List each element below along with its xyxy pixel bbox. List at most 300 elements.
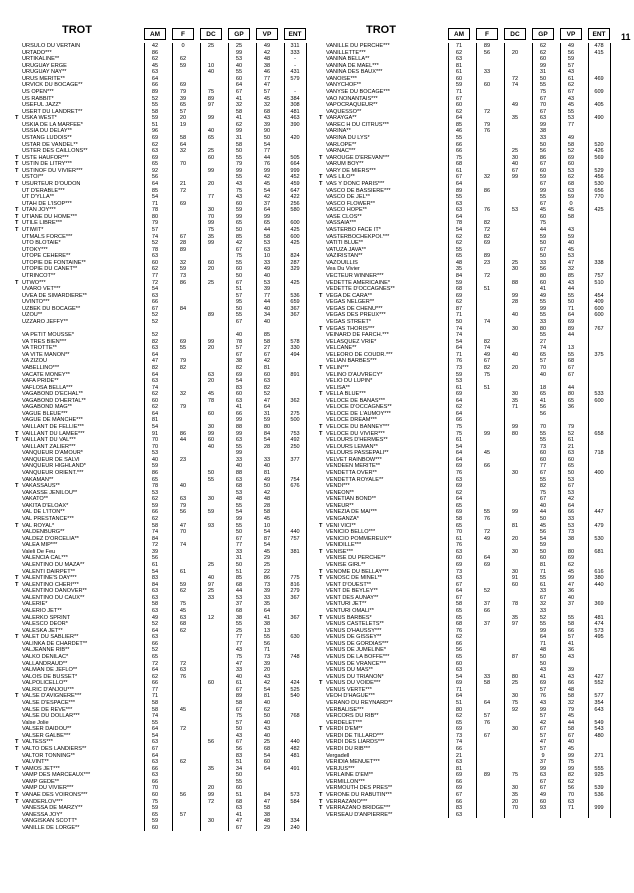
cell-gp: 59 bbox=[539, 542, 547, 549]
horse-name: VEGAS NELGER** bbox=[326, 299, 375, 306]
horse-name: VERANO DU REYNARD** bbox=[326, 700, 393, 706]
cell-vp: 48 bbox=[263, 56, 271, 63]
horse-name: VALMAN DE JEFLO** bbox=[22, 667, 78, 674]
column-separator bbox=[228, 43, 229, 831]
cell-vp: 58 bbox=[263, 509, 271, 516]
cell-vp: 63 bbox=[567, 450, 575, 457]
cell-vp: 45 bbox=[567, 207, 575, 214]
cell-f: 72 bbox=[179, 726, 187, 733]
cell-vp: 58 bbox=[567, 726, 575, 733]
horse-name: VENUS VERTE*** bbox=[326, 686, 372, 693]
cell-ent: 891 bbox=[290, 371, 300, 378]
cell-gp: 67 bbox=[539, 496, 547, 503]
cell-vp: 39 bbox=[263, 588, 271, 595]
cell-f: 70 bbox=[179, 161, 187, 168]
cell-ent: 480 bbox=[594, 732, 604, 739]
cell-am: 66 bbox=[151, 82, 159, 89]
horse-name: VALENTINO CHERI*** bbox=[22, 581, 79, 588]
cell-gp: 99 bbox=[539, 305, 547, 312]
cell-f: 73 bbox=[179, 272, 187, 279]
horse-name: VALERIO JET** bbox=[22, 608, 62, 615]
cell-am: 69 bbox=[455, 562, 463, 569]
cell-am: 35 bbox=[455, 266, 463, 273]
cell-ent: 549 bbox=[594, 719, 604, 726]
cell-f: 55 bbox=[483, 509, 491, 516]
cell-vp: 58 bbox=[567, 213, 575, 220]
horse-name: VAPOCRAQUEUR** bbox=[326, 102, 378, 109]
horse-name: VANDERLOV*** bbox=[22, 798, 63, 805]
cell-dc: 59 bbox=[207, 509, 215, 516]
horse-name: VATITI BLUE** bbox=[326, 240, 364, 247]
horse-name: VALERKO SPRINT bbox=[22, 614, 71, 621]
cell-ent: 415 bbox=[594, 49, 604, 56]
cell-ent: 647 bbox=[290, 187, 300, 194]
cell-gp: 79 bbox=[235, 161, 243, 168]
horse-name: UTO BLOTAIE* bbox=[22, 240, 61, 247]
cell-ent: 367 bbox=[290, 312, 300, 319]
cell-gp: 75 bbox=[235, 253, 243, 260]
cell-gp: 50 bbox=[539, 660, 547, 667]
cell-vp: 71 bbox=[567, 305, 575, 312]
horse-name: VALTOR TONNING** bbox=[22, 752, 75, 759]
cell-ent: 420 bbox=[290, 134, 300, 141]
cell-vp: 10 bbox=[263, 522, 271, 529]
cell-am: 74 bbox=[455, 325, 463, 332]
horse-name: VANYCHOF** bbox=[326, 82, 362, 89]
cell-gp: 43 bbox=[235, 647, 243, 654]
cell-am: 86 bbox=[151, 470, 159, 477]
cell-vp: 54 bbox=[263, 141, 271, 148]
cell-gp: 63 bbox=[539, 115, 547, 122]
cell-gp: 64 bbox=[235, 82, 243, 89]
cell-dc: 75 bbox=[511, 772, 519, 779]
column-separator bbox=[256, 43, 257, 831]
cell-am: 52 bbox=[151, 95, 159, 102]
cell-am: 55 bbox=[455, 194, 463, 201]
cell-ent: 425 bbox=[290, 240, 300, 247]
column-separator bbox=[588, 43, 589, 818]
horse-name: VERCORS DU RIB** bbox=[326, 713, 379, 720]
cell-vp: 21 bbox=[567, 443, 575, 450]
cell-ent: 362 bbox=[290, 397, 300, 404]
cell-am: 68 bbox=[455, 621, 463, 628]
cell-am: 40 bbox=[151, 456, 159, 463]
trot-marker: T bbox=[319, 575, 323, 582]
cell-am: 63 bbox=[151, 253, 159, 260]
cell-gp: 67 bbox=[235, 739, 243, 746]
horse-name: VAGABOND D'ECHAL** bbox=[22, 391, 83, 398]
cell-vp: 84 bbox=[263, 430, 271, 437]
cell-am: 63 bbox=[151, 634, 159, 641]
cell-gp: 60 bbox=[539, 555, 547, 562]
horse-name: VASTERBOCHEKPOI.*** bbox=[326, 233, 390, 240]
cell-dc: 30 bbox=[511, 568, 519, 575]
cell-gp: 48 bbox=[539, 647, 547, 654]
cell-am: 71 bbox=[455, 88, 463, 95]
horse-name: VALSE DE REVE*** bbox=[22, 706, 73, 713]
horse-name: VERRAZANO*** bbox=[326, 798, 368, 805]
cell-am: 46 bbox=[455, 128, 463, 135]
cell-am: 62 bbox=[455, 49, 463, 56]
horse-name: VAMP DU VIVIER*** bbox=[22, 785, 74, 792]
cell-am: 59 bbox=[151, 463, 159, 470]
cell-gp: 63 bbox=[539, 772, 547, 779]
cell-ent: - bbox=[294, 62, 296, 69]
horse-name: VENEZIA DE MAI*** bbox=[326, 509, 377, 516]
cell-vp: 60 bbox=[567, 456, 575, 463]
cell-vp: 45 bbox=[263, 548, 271, 555]
cell-gp: 58 bbox=[235, 141, 243, 148]
trot-marker: T bbox=[319, 798, 323, 805]
horse-name: VALERIE* bbox=[22, 601, 48, 608]
horse-name: URSULO DU VERTAIN bbox=[22, 43, 81, 49]
cell-am: 81 bbox=[151, 417, 159, 424]
cell-vp: 57 bbox=[567, 62, 575, 69]
horse-name: VARNAC*** bbox=[326, 148, 356, 155]
trot-marker: T bbox=[15, 279, 19, 286]
horse-name: VASTERBO FACE IT* bbox=[326, 226, 381, 233]
cell-vp: 59 bbox=[567, 56, 575, 63]
cell-ent: 658 bbox=[594, 430, 604, 437]
cell-gp: 76 bbox=[539, 693, 547, 700]
cell-ent: 573 bbox=[290, 791, 300, 798]
cell-vp: 44 bbox=[567, 332, 575, 339]
cell-dc: 71 bbox=[511, 404, 519, 411]
cell-dc: 12 bbox=[207, 614, 215, 621]
cell-dc: 99 bbox=[207, 167, 215, 174]
cell-am: 87 bbox=[455, 305, 463, 312]
trot-marker: T bbox=[319, 391, 323, 398]
cell-am: 64 bbox=[455, 456, 463, 463]
cell-dc: 80 bbox=[511, 430, 519, 437]
cell-am: 42 bbox=[151, 43, 159, 49]
cell-gp: 99 bbox=[539, 627, 547, 634]
cell-f: 52 bbox=[483, 588, 491, 595]
cell-gp: 55 bbox=[235, 174, 243, 181]
cell-dc: 30 bbox=[511, 266, 519, 273]
cell-dc: 20 bbox=[207, 180, 215, 187]
cell-ent: 681 bbox=[594, 548, 604, 555]
horse-name: VANILLETTE*** bbox=[326, 49, 366, 56]
cell-vp: 54 bbox=[263, 686, 271, 693]
horse-name: VALSE D'AVIGNERE*** bbox=[22, 693, 82, 700]
cell-am: 84 bbox=[151, 581, 159, 588]
cell-ent: 540 bbox=[290, 693, 300, 700]
cell-gp: 56 bbox=[539, 148, 547, 155]
cell-ent: 757 bbox=[290, 535, 300, 542]
horse-name: VANINA DE MAEL*** bbox=[326, 62, 379, 69]
cell-gp: 67 bbox=[539, 594, 547, 601]
cell-am: 65 bbox=[455, 253, 463, 260]
cell-vp: 40 bbox=[567, 240, 575, 247]
cell-vp: 52 bbox=[567, 148, 575, 155]
cell-am: 58 bbox=[455, 516, 463, 523]
horse-name: VENDI*** bbox=[326, 483, 350, 490]
cell-vp: 49 bbox=[263, 43, 271, 49]
cell-gp: 57 bbox=[235, 345, 243, 352]
cell-ent: 390 bbox=[290, 121, 300, 128]
cell-am: 67 bbox=[455, 594, 463, 601]
column-separator bbox=[172, 43, 173, 831]
cell-vp: 43 bbox=[263, 726, 271, 733]
cell-vp: 13 bbox=[263, 627, 271, 634]
cell-vp: 99 bbox=[263, 213, 271, 220]
horse-name: VALJEANNE RIB** bbox=[22, 647, 70, 654]
horse-name: VASCO DE JEL** bbox=[326, 194, 371, 201]
horse-name: USTAR DE VANDEL** bbox=[22, 141, 78, 148]
cell-ent: 422 bbox=[290, 194, 300, 201]
horse-name: VEDETTE D'OCCAGNES** bbox=[326, 286, 395, 293]
cell-am: 62 bbox=[151, 673, 159, 680]
cell-gp: 67 bbox=[539, 95, 547, 102]
cell-vp: 53 bbox=[263, 279, 271, 286]
cell-vp: 40 bbox=[567, 594, 575, 601]
cell-vp: 67 bbox=[567, 732, 575, 739]
cell-gp: 34 bbox=[235, 765, 243, 772]
cell-gp: 82 bbox=[235, 364, 243, 371]
cell-vp: 47 bbox=[263, 798, 271, 805]
cell-vp: 43 bbox=[567, 673, 575, 680]
cell-f: 23 bbox=[483, 259, 491, 266]
cell-gp: 33 bbox=[539, 608, 547, 615]
cell-am: 48 bbox=[455, 259, 463, 266]
cell-vp: 40 bbox=[263, 463, 271, 470]
cell-am: 64 bbox=[151, 351, 159, 358]
cell-am: 66 bbox=[455, 798, 463, 805]
cell-ent: 333 bbox=[290, 49, 300, 56]
cell-vp: 40 bbox=[263, 719, 271, 726]
cell-dc: 89 bbox=[207, 95, 215, 102]
cell-f: 44 bbox=[179, 437, 187, 444]
horse-name: VENT DES AUNAY** bbox=[326, 594, 379, 601]
cell-vp: 63 bbox=[263, 246, 271, 253]
cell-dc: 25 bbox=[207, 562, 215, 569]
cell-ent: 555 bbox=[594, 765, 604, 772]
cell-dc: 35 bbox=[207, 765, 215, 772]
cell-am: 56 bbox=[151, 555, 159, 562]
cell-am: 63 bbox=[151, 759, 159, 766]
cell-f: 75 bbox=[483, 371, 491, 378]
cell-ent: 409 bbox=[594, 299, 604, 306]
cell-vp: 67 bbox=[263, 351, 271, 358]
cell-am: 77 bbox=[151, 686, 159, 693]
cell-am: 74 bbox=[455, 739, 463, 746]
cell-gp: 67 bbox=[539, 180, 547, 187]
cell-vp: 58 bbox=[263, 338, 271, 345]
horse-name: VELLA BLUE*** bbox=[326, 391, 366, 398]
cell-vp: 50 bbox=[567, 299, 575, 306]
cell-gp: 33 bbox=[539, 259, 547, 266]
cell-gp: 99 bbox=[235, 417, 243, 424]
cell-ent: - bbox=[294, 56, 296, 63]
cell-ent: 275 bbox=[290, 410, 300, 417]
horse-name: VENISE*** bbox=[326, 548, 354, 555]
cell-am: 55 bbox=[455, 134, 463, 141]
horse-name: VERLAINE D'EM** bbox=[326, 772, 374, 779]
cell-am: 52 bbox=[151, 621, 159, 628]
cell-dc: 99 bbox=[207, 338, 215, 345]
cell-ent: 664 bbox=[290, 161, 300, 168]
column-separator bbox=[610, 43, 611, 818]
cell-am: 60 bbox=[455, 660, 463, 667]
horse-name: VALOIS DE BUSSET* bbox=[22, 673, 78, 680]
horse-name: VAKITA D'ELOAX* bbox=[22, 502, 69, 509]
horse-name: VENUS D'HAUSSY*** bbox=[326, 627, 382, 634]
cell-vp: 89 bbox=[567, 325, 575, 332]
horse-name: VENI VICI** bbox=[326, 522, 356, 529]
cell-ent: 491 bbox=[290, 765, 300, 772]
cell-am: 59 bbox=[151, 818, 159, 825]
cell-f: 32 bbox=[179, 148, 187, 155]
cell-gp: 75 bbox=[539, 489, 547, 496]
cell-am: 53 bbox=[455, 378, 463, 385]
cell-vp: 43 bbox=[567, 226, 575, 233]
cell-gp: 45 bbox=[539, 522, 547, 529]
cell-am: 65 bbox=[455, 522, 463, 529]
cell-dc: 63 bbox=[207, 371, 215, 378]
cell-dc: 60 bbox=[207, 410, 215, 417]
cell-f: 64 bbox=[483, 555, 491, 562]
cell-gp: 63 bbox=[235, 476, 243, 483]
cell-dc: 30 bbox=[511, 726, 519, 733]
cell-am: 67 bbox=[151, 305, 159, 312]
cell-f: 62 bbox=[179, 588, 187, 595]
cell-am: 61 bbox=[151, 562, 159, 569]
cell-f: 60 bbox=[483, 82, 491, 89]
cell-vp: 80 bbox=[567, 548, 575, 555]
cell-ent: 552 bbox=[594, 680, 604, 687]
cell-vp: 52 bbox=[567, 430, 575, 437]
horse-name: VENTURI JET** bbox=[326, 601, 367, 608]
horse-name: VAREC H DU CITRUS*** bbox=[326, 121, 389, 128]
cell-ent: 308 bbox=[290, 102, 300, 109]
horse-name: USTE HAUFOR*** bbox=[22, 154, 69, 161]
cell-gp: 67 bbox=[235, 351, 243, 358]
horse-name: VELOCE D'OCCAGNES** bbox=[326, 404, 392, 411]
cell-dc: 72 bbox=[511, 75, 519, 82]
cell-f: 21 bbox=[179, 180, 187, 187]
horse-name: VALET DU SABLIER** bbox=[22, 634, 79, 641]
cell-vp: 86 bbox=[263, 575, 271, 582]
cell-ent: 334 bbox=[290, 818, 300, 825]
cell-ent: 580 bbox=[290, 207, 300, 214]
horse-name: UTAH DE L'ISOP*** bbox=[22, 200, 72, 207]
cell-ent: 520 bbox=[594, 141, 604, 148]
horse-name: USURTEUR D'OUDON bbox=[22, 180, 81, 187]
cell-am: 66 bbox=[455, 417, 463, 424]
trot-marker: T bbox=[319, 154, 323, 161]
cell-dc: 30 bbox=[511, 391, 519, 398]
cell-dc: 20 bbox=[207, 345, 215, 352]
cell-vp: 67 bbox=[567, 483, 575, 490]
horse-name: UTWO*** bbox=[22, 279, 46, 286]
cell-gp: 50 bbox=[539, 516, 547, 523]
horse-name: VENUS BARBES* bbox=[326, 614, 372, 621]
cell-ent: 405 bbox=[594, 102, 604, 109]
cell-am: 69 bbox=[455, 391, 463, 398]
horse-name: VANQUEUR DE SALVI bbox=[22, 456, 80, 463]
cell-gp: 77 bbox=[539, 463, 547, 470]
horse-name: VASCO HOPE** bbox=[326, 207, 367, 214]
cell-am: 69 bbox=[455, 463, 463, 470]
cell-vp: 56 bbox=[567, 785, 575, 792]
cell-gp: 57 bbox=[539, 686, 547, 693]
cell-am: 63 bbox=[455, 667, 463, 674]
cell-ent: 375 bbox=[594, 351, 604, 358]
cell-ent: 384 bbox=[290, 95, 300, 102]
trot-marker: T bbox=[15, 522, 19, 529]
horse-name: VELISA** bbox=[326, 384, 350, 391]
cell-gp: 50 bbox=[235, 529, 243, 536]
cell-gp: 51 bbox=[235, 759, 243, 766]
cell-vp: 42 bbox=[263, 680, 271, 687]
cell-gp: 89 bbox=[235, 693, 243, 700]
cell-am: 67 bbox=[455, 581, 463, 588]
cell-ent: 999 bbox=[290, 167, 300, 174]
cell-gp: 65 bbox=[235, 220, 243, 227]
cell-vp: 45 bbox=[263, 516, 271, 523]
cell-vp: 56 bbox=[263, 640, 271, 647]
trot-marker: T bbox=[319, 805, 323, 812]
trot-marker: T bbox=[15, 745, 19, 752]
cell-am: 64 bbox=[151, 726, 159, 733]
cell-ent: 367 bbox=[290, 594, 300, 601]
cell-gp: 50 bbox=[539, 141, 547, 148]
cell-dc: 40 bbox=[207, 443, 215, 450]
cell-gp: 58 bbox=[235, 700, 243, 706]
cell-vp: 59 bbox=[567, 233, 575, 240]
cell-gp: 18 bbox=[539, 384, 547, 391]
cell-gp: 37 bbox=[235, 601, 243, 608]
horse-name: UVINTO*** bbox=[22, 299, 50, 306]
horse-name: VAMP DES MARCEAUX*** bbox=[22, 772, 91, 779]
horse-name: Vergadell bbox=[326, 752, 350, 759]
cell-gp: 58 bbox=[235, 108, 243, 115]
cell-gp: 47 bbox=[539, 739, 547, 746]
cell-gp: 63 bbox=[235, 437, 243, 444]
cell-vp: 99 bbox=[567, 765, 575, 772]
cell-am: 49 bbox=[151, 614, 159, 621]
horse-name: VENUS DU VOIDE*** bbox=[326, 680, 381, 687]
horse-name: VACATE MONEY** bbox=[22, 371, 70, 378]
cell-dc: 35 bbox=[207, 233, 215, 240]
cell-ent: 505 bbox=[290, 154, 300, 161]
cell-am: 67 bbox=[151, 745, 159, 752]
cell-ent: 240 bbox=[290, 824, 300, 831]
cell-f: 69 bbox=[179, 82, 187, 89]
horse-name: UTIWIT* bbox=[22, 226, 44, 233]
cell-ent: 573 bbox=[594, 627, 604, 634]
cell-ent: 459 bbox=[290, 180, 300, 187]
cell-am: 63 bbox=[455, 476, 463, 483]
horse-name: VAZIRISTAN** bbox=[326, 253, 363, 260]
cell-ent: 256 bbox=[290, 200, 300, 207]
cell-vp: 55 bbox=[567, 292, 575, 299]
cell-gp: 99 bbox=[539, 62, 547, 69]
cell-am: 54 bbox=[455, 338, 463, 345]
cell-gp: 25 bbox=[235, 43, 243, 49]
cell-gp: 74 bbox=[539, 345, 547, 352]
cell-f: 79 bbox=[179, 358, 187, 365]
cell-am: 72 bbox=[151, 279, 159, 286]
cell-vp: 49 bbox=[263, 476, 271, 483]
cell-am: 69 bbox=[455, 292, 463, 299]
cell-dc: 35 bbox=[511, 614, 519, 621]
cell-vp: 50 bbox=[263, 713, 271, 720]
cell-am: 60 bbox=[455, 555, 463, 562]
horse-name: VERMILLON*** bbox=[326, 778, 365, 785]
cell-vp: 48 bbox=[263, 496, 271, 503]
